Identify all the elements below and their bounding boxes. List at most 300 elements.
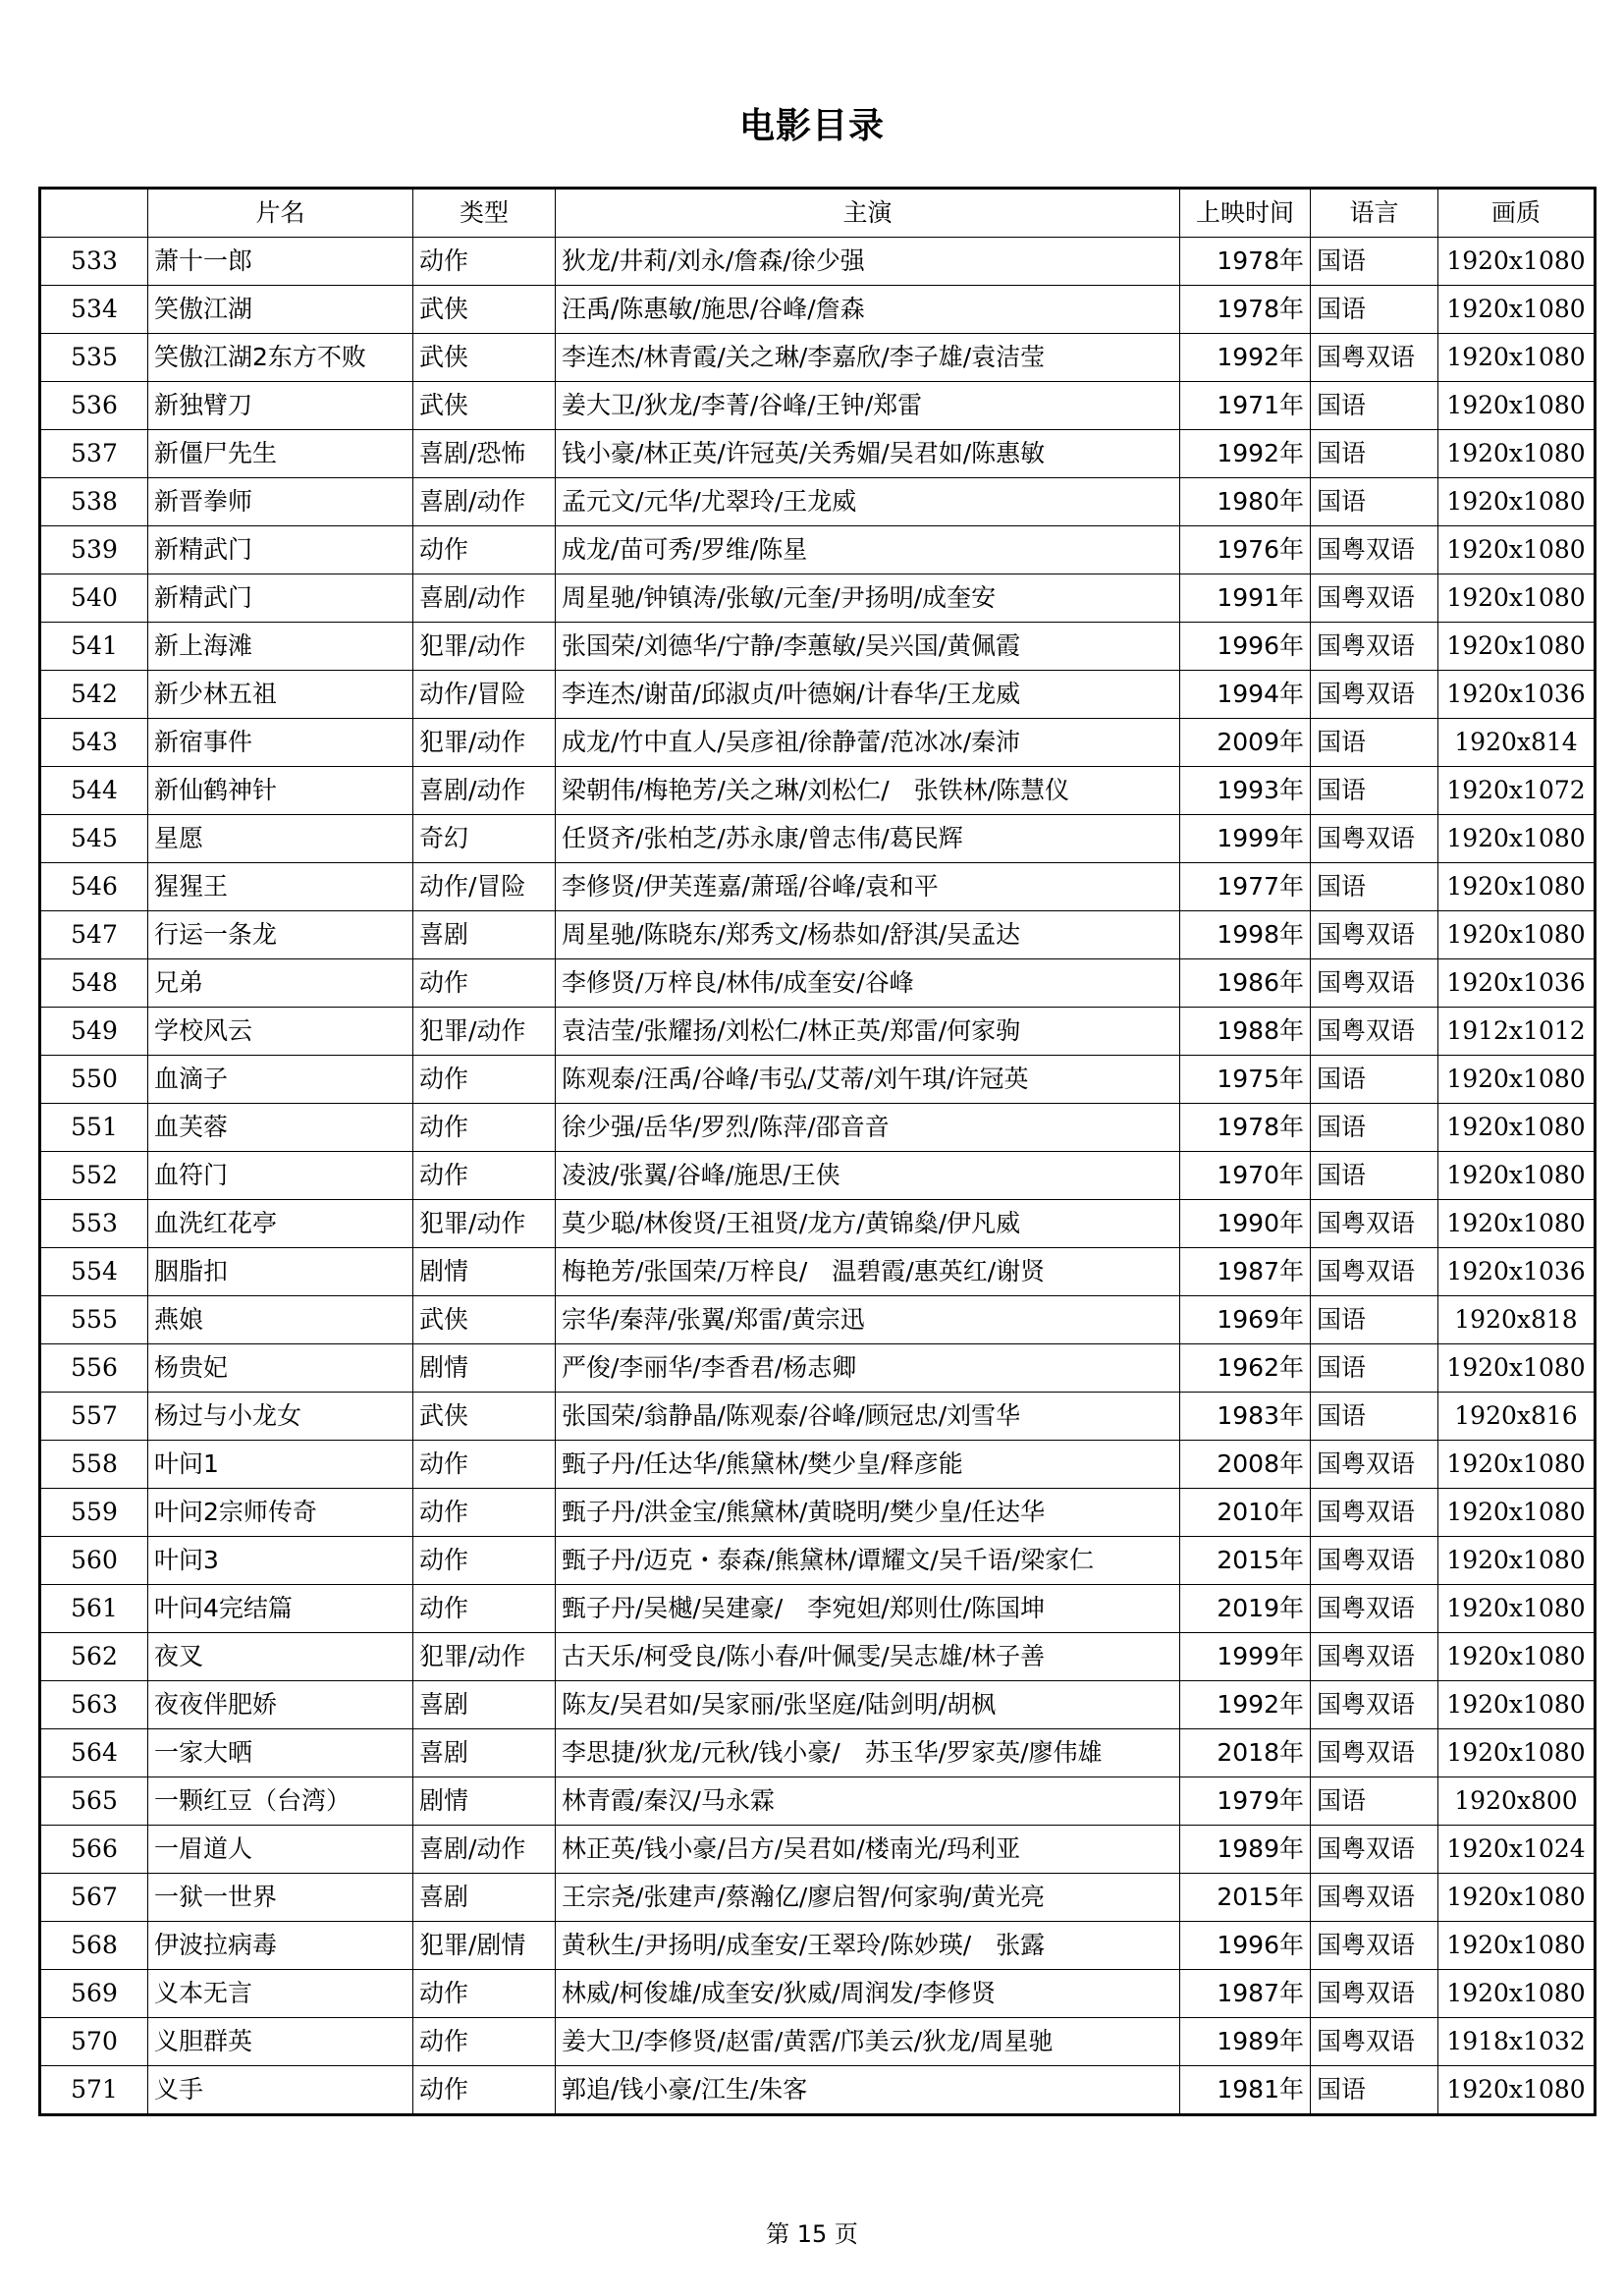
language-cell: 国粤双语 <box>1311 526 1438 574</box>
genre-cell: 武侠 <box>413 382 556 430</box>
genre-cell: 武侠 <box>413 286 556 334</box>
title-cell: 新仙鹤神针 <box>148 767 413 815</box>
language-cell: 国粤双语 <box>1311 1200 1438 1248</box>
title-cell: 夜叉 <box>148 1633 413 1681</box>
index-cell: 539 <box>40 526 148 574</box>
table-row <box>40 1681 1596 1729</box>
genre-cell: 喜剧 <box>413 1681 556 1729</box>
genre-cell: 动作 <box>413 2066 556 2115</box>
cast-cell: 林青霞/秦汉/马永霖 <box>556 1777 1180 1826</box>
table-row <box>40 1056 1596 1104</box>
table-row <box>40 767 1596 815</box>
genre-cell: 动作 <box>413 1152 556 1200</box>
release-year-cell: 1994年 <box>1180 671 1311 719</box>
release-year-cell: 1992年 <box>1180 334 1311 382</box>
language-cell: 国粤双语 <box>1311 1681 1438 1729</box>
table-row <box>40 623 1596 671</box>
language-cell: 国粤双语 <box>1311 1826 1438 1874</box>
release-year-cell: 1981年 <box>1180 2066 1311 2115</box>
title-cell: 血洗红花亭 <box>148 1200 413 1248</box>
cast-cell: 姜大卫/狄龙/李菁/谷峰/王钟/郑雷 <box>556 382 1180 430</box>
table-row <box>40 671 1596 719</box>
index-cell: 557 <box>40 1393 148 1441</box>
column-header-cast: 主演 <box>556 189 1180 238</box>
genre-cell: 喜剧/动作 <box>413 1826 556 1874</box>
title-cell: 一家大晒 <box>148 1729 413 1777</box>
column-header-index <box>40 189 148 238</box>
genre-cell: 奇幻 <box>413 815 556 863</box>
title-cell: 萧十一郎 <box>148 238 413 286</box>
cast-cell: 林正英/钱小豪/吕方/吴君如/楼南光/玛利亚 <box>556 1826 1180 1874</box>
genre-cell: 动作 <box>413 1441 556 1489</box>
release-year-cell: 2010年 <box>1180 1489 1311 1537</box>
table-row <box>40 1922 1596 1970</box>
title-cell: 兄弟 <box>148 959 413 1008</box>
resolution-cell: 1920x1080 <box>1438 430 1596 478</box>
language-cell: 国语 <box>1311 767 1438 815</box>
cast-cell: 钱小豪/林正英/许冠英/关秀媚/吴君如/陈惠敏 <box>556 430 1180 478</box>
release-year-cell: 1987年 <box>1180 1970 1311 2018</box>
index-cell: 559 <box>40 1489 148 1537</box>
cast-cell: 狄龙/井莉/刘永/詹森/徐少强 <box>556 238 1180 286</box>
genre-cell: 喜剧 <box>413 1874 556 1922</box>
language-cell: 国语 <box>1311 1344 1438 1393</box>
resolution-cell: 1920x1080 <box>1438 574 1596 623</box>
release-year-cell: 1980年 <box>1180 478 1311 526</box>
release-year-cell: 2015年 <box>1180 1537 1311 1585</box>
table-row <box>40 574 1596 623</box>
index-cell: 536 <box>40 382 148 430</box>
genre-cell: 喜剧 <box>413 1729 556 1777</box>
resolution-cell: 1920x1080 <box>1438 526 1596 574</box>
genre-cell: 武侠 <box>413 1393 556 1441</box>
cast-cell: 宗华/秦萍/张翼/郑雷/黄宗迅 <box>556 1296 1180 1344</box>
title-cell: 叶问4完结篇 <box>148 1585 413 1633</box>
cast-cell: 甄子丹/洪金宝/熊黛林/黄晓明/樊少皇/任达华 <box>556 1489 1180 1537</box>
genre-cell: 喜剧/动作 <box>413 767 556 815</box>
table-row <box>40 1441 1596 1489</box>
release-year-cell: 1999年 <box>1180 1633 1311 1681</box>
table-row <box>40 526 1596 574</box>
title-cell: 笑傲江湖 <box>148 286 413 334</box>
resolution-cell: 1920x1080 <box>1438 1104 1596 1152</box>
table-row <box>40 382 1596 430</box>
title-cell: 新宿事件 <box>148 719 413 767</box>
index-cell: 549 <box>40 1008 148 1056</box>
cast-cell: 袁洁莹/张耀扬/刘松仁/林正英/郑雷/何家驹 <box>556 1008 1180 1056</box>
title-cell: 新精武门 <box>148 574 413 623</box>
genre-cell: 动作 <box>413 959 556 1008</box>
title-cell: 星愿 <box>148 815 413 863</box>
index-cell: 562 <box>40 1633 148 1681</box>
language-cell: 国语 <box>1311 719 1438 767</box>
language-cell: 国语 <box>1311 2066 1438 2115</box>
genre-cell: 动作 <box>413 1537 556 1585</box>
title-cell: 胭脂扣 <box>148 1248 413 1296</box>
title-cell: 燕娘 <box>148 1296 413 1344</box>
release-year-cell: 1998年 <box>1180 911 1311 959</box>
genre-cell: 犯罪/动作 <box>413 1633 556 1681</box>
index-cell: 550 <box>40 1056 148 1104</box>
resolution-cell: 1920x816 <box>1438 1393 1596 1441</box>
cast-cell: 严俊/李丽华/李香君/杨志卿 <box>556 1344 1180 1393</box>
title-cell: 义本无言 <box>148 1970 413 2018</box>
table-row <box>40 238 1596 286</box>
cast-cell: 李修贤/万梓良/林伟/成奎安/谷峰 <box>556 959 1180 1008</box>
cast-cell: 周星驰/陈晓东/郑秀文/杨恭如/舒淇/吴孟达 <box>556 911 1180 959</box>
release-year-cell: 1992年 <box>1180 430 1311 478</box>
movie-catalog-table <box>38 187 1597 2116</box>
column-header-title: 片名 <box>148 189 413 238</box>
genre-cell: 喜剧/恐怖 <box>413 430 556 478</box>
language-cell: 国粤双语 <box>1311 1970 1438 2018</box>
genre-cell: 动作 <box>413 526 556 574</box>
language-cell: 国语 <box>1311 478 1438 526</box>
language-cell: 国粤双语 <box>1311 1489 1438 1537</box>
language-cell: 国粤双语 <box>1311 1585 1438 1633</box>
index-cell: 551 <box>40 1104 148 1152</box>
index-cell: 537 <box>40 430 148 478</box>
language-cell: 国语 <box>1311 286 1438 334</box>
cast-cell: 甄子丹/任达华/熊黛林/樊少皇/释彦能 <box>556 1441 1180 1489</box>
title-cell: 行运一条龙 <box>148 911 413 959</box>
title-cell: 新少林五祖 <box>148 671 413 719</box>
title-cell: 伊波拉病毒 <box>148 1922 413 1970</box>
index-cell: 533 <box>40 238 148 286</box>
title-cell: 夜夜伴肥娇 <box>148 1681 413 1729</box>
resolution-cell: 1920x1080 <box>1438 1152 1596 1200</box>
resolution-cell: 1920x1080 <box>1438 1056 1596 1104</box>
column-header-genre: 类型 <box>413 189 556 238</box>
language-cell: 国粤双语 <box>1311 1008 1438 1056</box>
index-cell: 563 <box>40 1681 148 1729</box>
resolution-cell: 1920x1080 <box>1438 815 1596 863</box>
table-row <box>40 1585 1596 1633</box>
cast-cell: 林威/柯俊雄/成奎安/狄威/周润发/李修贤 <box>556 1970 1180 2018</box>
release-year-cell: 1977年 <box>1180 863 1311 911</box>
page-title: 电影目录 <box>738 106 885 146</box>
language-cell: 国语 <box>1311 1104 1438 1152</box>
genre-cell: 武侠 <box>413 1296 556 1344</box>
language-cell: 国粤双语 <box>1311 1633 1438 1681</box>
index-cell: 546 <box>40 863 148 911</box>
cast-cell: 陈友/吴君如/吴家丽/张坚庭/陆剑明/胡枫 <box>556 1681 1180 1729</box>
genre-cell: 剧情 <box>413 1344 556 1393</box>
title-cell: 杨过与小龙女 <box>148 1393 413 1441</box>
resolution-cell: 1920x1080 <box>1438 1441 1596 1489</box>
release-year-cell: 2019年 <box>1180 1585 1311 1633</box>
table-row <box>40 1200 1596 1248</box>
release-year-cell: 2008年 <box>1180 1441 1311 1489</box>
release-year-cell: 1979年 <box>1180 1777 1311 1826</box>
index-cell: 543 <box>40 719 148 767</box>
index-cell: 534 <box>40 286 148 334</box>
table-row <box>40 1729 1596 1777</box>
language-cell: 国粤双语 <box>1311 815 1438 863</box>
title-cell: 新僵尸先生 <box>148 430 413 478</box>
genre-cell: 动作 <box>413 1104 556 1152</box>
resolution-cell: 1920x1036 <box>1438 959 1596 1008</box>
language-cell: 国粤双语 <box>1311 334 1438 382</box>
release-year-cell: 1962年 <box>1180 1344 1311 1393</box>
release-year-cell: 2015年 <box>1180 1874 1311 1922</box>
index-cell: 541 <box>40 623 148 671</box>
table-row <box>40 2018 1596 2066</box>
cast-cell: 李思捷/狄龙/元秋/钱小豪/ 苏玉华/罗家英/廖伟雄 <box>556 1729 1180 1777</box>
title-cell: 叶问3 <box>148 1537 413 1585</box>
index-cell: 555 <box>40 1296 148 1344</box>
release-year-cell: 1988年 <box>1180 1008 1311 1056</box>
cast-cell: 李修贤/伊芙莲嘉/萧瑶/谷峰/袁和平 <box>556 863 1180 911</box>
table-row <box>40 815 1596 863</box>
genre-cell: 动作/冒险 <box>413 671 556 719</box>
index-cell: 561 <box>40 1585 148 1633</box>
genre-cell: 动作 <box>413 238 556 286</box>
release-year-cell: 1989年 <box>1180 2018 1311 2066</box>
title-cell: 新精武门 <box>148 526 413 574</box>
index-cell: 552 <box>40 1152 148 1200</box>
column-header-resolution: 画质 <box>1438 189 1596 238</box>
cast-cell: 李连杰/林青霞/关之琳/李嘉欣/李子雄/袁洁莹 <box>556 334 1180 382</box>
genre-cell: 动作 <box>413 2018 556 2066</box>
table-row <box>40 1296 1596 1344</box>
release-year-cell: 1993年 <box>1180 767 1311 815</box>
resolution-cell: 1920x1080 <box>1438 1681 1596 1729</box>
language-cell: 国粤双语 <box>1311 959 1438 1008</box>
genre-cell: 犯罪/动作 <box>413 623 556 671</box>
title-cell: 一狱一世界 <box>148 1874 413 1922</box>
table-row <box>40 719 1596 767</box>
language-cell: 国语 <box>1311 1777 1438 1826</box>
resolution-cell: 1920x1072 <box>1438 767 1596 815</box>
release-year-cell: 1978年 <box>1180 286 1311 334</box>
resolution-cell: 1920x1080 <box>1438 1729 1596 1777</box>
index-cell: 571 <box>40 2066 148 2115</box>
index-cell: 569 <box>40 1970 148 2018</box>
resolution-cell: 1918x1032 <box>1438 2018 1596 2066</box>
table-row <box>40 863 1596 911</box>
cast-cell: 姜大卫/李修贤/赵雷/黄霑/邝美云/狄龙/周星驰 <box>556 2018 1180 2066</box>
cast-cell: 梅艳芳/张国荣/万梓良/ 温碧霞/惠英红/谢贤 <box>556 1248 1180 1296</box>
resolution-cell: 1920x1080 <box>1438 382 1596 430</box>
cast-cell: 甄子丹/迈克・泰森/熊黛林/谭耀文/吴千语/梁家仁 <box>556 1537 1180 1585</box>
index-cell: 544 <box>40 767 148 815</box>
cast-cell: 周星驰/钟镇涛/张敏/元奎/尹扬明/成奎安 <box>556 574 1180 623</box>
table-row <box>40 959 1596 1008</box>
genre-cell: 喜剧 <box>413 911 556 959</box>
language-cell: 国粤双语 <box>1311 1922 1438 1970</box>
release-year-cell: 1976年 <box>1180 526 1311 574</box>
resolution-cell: 1920x1080 <box>1438 238 1596 286</box>
index-cell: 565 <box>40 1777 148 1826</box>
index-cell: 554 <box>40 1248 148 1296</box>
cast-cell: 梁朝伟/梅艳芳/关之琳/刘松仁/ 张铁林/陈慧仪 <box>556 767 1180 815</box>
table-row <box>40 334 1596 382</box>
release-year-cell: 1996年 <box>1180 623 1311 671</box>
release-year-cell: 1978年 <box>1180 238 1311 286</box>
language-cell: 国粤双语 <box>1311 1729 1438 1777</box>
language-cell: 国粤双语 <box>1311 574 1438 623</box>
index-cell: 558 <box>40 1441 148 1489</box>
table-row <box>40 1152 1596 1200</box>
index-cell: 553 <box>40 1200 148 1248</box>
release-year-cell: 1987年 <box>1180 1248 1311 1296</box>
release-year-cell: 1983年 <box>1180 1393 1311 1441</box>
release-year-cell: 1989年 <box>1180 1826 1311 1874</box>
resolution-cell: 1920x1080 <box>1438 2066 1596 2115</box>
release-year-cell: 1978年 <box>1180 1104 1311 1152</box>
language-cell: 国粤双语 <box>1311 2018 1438 2066</box>
table-row <box>40 1104 1596 1152</box>
title-cell: 血芙蓉 <box>148 1104 413 1152</box>
genre-cell: 剧情 <box>413 1777 556 1826</box>
title-cell: 学校风云 <box>148 1008 413 1056</box>
language-cell: 国语 <box>1311 863 1438 911</box>
release-year-cell: 1991年 <box>1180 574 1311 623</box>
table-row <box>40 430 1596 478</box>
title-cell: 杨贵妃 <box>148 1344 413 1393</box>
release-year-cell: 1969年 <box>1180 1296 1311 1344</box>
resolution-cell: 1920x1080 <box>1438 1874 1596 1922</box>
title-cell: 血符门 <box>148 1152 413 1200</box>
table-row <box>40 1489 1596 1537</box>
genre-cell: 动作 <box>413 1489 556 1537</box>
genre-cell: 喜剧/动作 <box>413 574 556 623</box>
title-cell: 笑傲江湖2东方不败 <box>148 334 413 382</box>
language-cell: 国粤双语 <box>1311 671 1438 719</box>
cast-cell: 王宗尧/张建声/蔡瀚亿/廖启智/何家驹/黄光亮 <box>556 1874 1180 1922</box>
language-cell: 国粤双语 <box>1311 623 1438 671</box>
title-cell: 叶问1 <box>148 1441 413 1489</box>
release-year-cell: 1986年 <box>1180 959 1311 1008</box>
column-header-release: 上映时间 <box>1180 189 1311 238</box>
language-cell: 国语 <box>1311 1393 1438 1441</box>
index-cell: 548 <box>40 959 148 1008</box>
cast-cell: 莫少聪/林俊贤/王祖贤/龙方/黄锦燊/伊凡威 <box>556 1200 1180 1248</box>
resolution-cell: 1920x818 <box>1438 1296 1596 1344</box>
language-cell: 国粤双语 <box>1311 1537 1438 1585</box>
cast-cell: 成龙/苗可秀/罗维/陈星 <box>556 526 1180 574</box>
release-year-cell: 1992年 <box>1180 1681 1311 1729</box>
table-row <box>40 1826 1596 1874</box>
table-row <box>40 286 1596 334</box>
index-cell: 568 <box>40 1922 148 1970</box>
table-row <box>40 911 1596 959</box>
index-cell: 547 <box>40 911 148 959</box>
title-cell: 一眉道人 <box>148 1826 413 1874</box>
genre-cell: 剧情 <box>413 1248 556 1296</box>
release-year-cell: 1990年 <box>1180 1200 1311 1248</box>
title-cell: 叶问2宗师传奇 <box>148 1489 413 1537</box>
resolution-cell: 1920x1080 <box>1438 1537 1596 1585</box>
resolution-cell: 1920x1080 <box>1438 1200 1596 1248</box>
genre-cell: 动作/冒险 <box>413 863 556 911</box>
genre-cell: 犯罪/动作 <box>413 1008 556 1056</box>
index-cell: 542 <box>40 671 148 719</box>
title-cell: 血滴子 <box>148 1056 413 1104</box>
cast-cell: 李连杰/谢苗/邱淑贞/叶德娴/计春华/王龙威 <box>556 671 1180 719</box>
cast-cell: 陈观泰/汪禹/谷峰/韦弘/艾蒂/刘午琪/许冠英 <box>556 1056 1180 1104</box>
language-cell: 国语 <box>1311 238 1438 286</box>
genre-cell: 武侠 <box>413 334 556 382</box>
resolution-cell: 1920x1024 <box>1438 1826 1596 1874</box>
cast-cell: 黄秋生/尹扬明/成奎安/王翠玲/陈妙瑛/ 张露 <box>556 1922 1180 1970</box>
title-cell: 新独臂刀 <box>148 382 413 430</box>
table-row <box>40 1874 1596 1922</box>
header-row <box>40 189 1596 238</box>
title-cell: 新晋拳师 <box>148 478 413 526</box>
table-row <box>40 1633 1596 1681</box>
language-cell: 国粤双语 <box>1311 1441 1438 1489</box>
resolution-cell: 1920x1080 <box>1438 1922 1596 1970</box>
resolution-cell: 1920x1080 <box>1438 1585 1596 1633</box>
page-number: 第 15 页 <box>766 2220 858 2248</box>
resolution-cell: 1920x800 <box>1438 1777 1596 1826</box>
language-cell: 国粤双语 <box>1311 1248 1438 1296</box>
genre-cell: 犯罪/剧情 <box>413 1922 556 1970</box>
cast-cell: 孟元文/元华/尤翠玲/王龙威 <box>556 478 1180 526</box>
index-cell: 540 <box>40 574 148 623</box>
cast-cell: 凌波/张翼/谷峰/施思/王侠 <box>556 1152 1180 1200</box>
release-year-cell: 1999年 <box>1180 815 1311 863</box>
resolution-cell: 1920x1080 <box>1438 863 1596 911</box>
language-cell: 国语 <box>1311 1296 1438 1344</box>
table-row <box>40 1008 1596 1056</box>
release-year-cell: 1971年 <box>1180 382 1311 430</box>
table-row <box>40 1970 1596 2018</box>
resolution-cell: 1920x814 <box>1438 719 1596 767</box>
resolution-cell: 1920x1036 <box>1438 1248 1596 1296</box>
title-cell: 新上海滩 <box>148 623 413 671</box>
index-cell: 538 <box>40 478 148 526</box>
title-cell: 义手 <box>148 2066 413 2115</box>
cast-cell: 任贤齐/张柏芝/苏永康/曾志伟/葛民辉 <box>556 815 1180 863</box>
table-row <box>40 1248 1596 1296</box>
release-year-cell: 2018年 <box>1180 1729 1311 1777</box>
title-cell: 猩猩王 <box>148 863 413 911</box>
resolution-cell: 1920x1036 <box>1438 671 1596 719</box>
language-cell: 国粤双语 <box>1311 1874 1438 1922</box>
cast-cell: 汪禹/陈惠敏/施思/谷峰/詹森 <box>556 286 1180 334</box>
cast-cell: 张国荣/翁静晶/陈观泰/谷峰/顾冠忠/刘雪华 <box>556 1393 1180 1441</box>
language-cell: 国语 <box>1311 430 1438 478</box>
index-cell: 564 <box>40 1729 148 1777</box>
language-cell: 国语 <box>1311 1152 1438 1200</box>
table-row <box>40 478 1596 526</box>
table-row <box>40 1777 1596 1826</box>
index-cell: 566 <box>40 1826 148 1874</box>
resolution-cell: 1920x1080 <box>1438 334 1596 382</box>
cast-cell: 古天乐/柯受良/陈小春/叶佩雯/吴志雄/林子善 <box>556 1633 1180 1681</box>
release-year-cell: 1975年 <box>1180 1056 1311 1104</box>
table-row <box>40 1537 1596 1585</box>
resolution-cell: 1920x1080 <box>1438 623 1596 671</box>
index-cell: 556 <box>40 1344 148 1393</box>
release-year-cell: 1970年 <box>1180 1152 1311 1200</box>
language-cell: 国语 <box>1311 382 1438 430</box>
table-row <box>40 1344 1596 1393</box>
resolution-cell: 1920x1080 <box>1438 911 1596 959</box>
column-header-language: 语言 <box>1311 189 1438 238</box>
resolution-cell: 1920x1080 <box>1438 1489 1596 1537</box>
resolution-cell: 1920x1080 <box>1438 1633 1596 1681</box>
language-cell: 国粤双语 <box>1311 911 1438 959</box>
index-cell: 567 <box>40 1874 148 1922</box>
genre-cell: 犯罪/动作 <box>413 719 556 767</box>
language-cell: 国语 <box>1311 1056 1438 1104</box>
cast-cell: 张国荣/刘德华/宁静/李蕙敏/吴兴国/黄佩霞 <box>556 623 1180 671</box>
resolution-cell: 1912x1012 <box>1438 1008 1596 1056</box>
